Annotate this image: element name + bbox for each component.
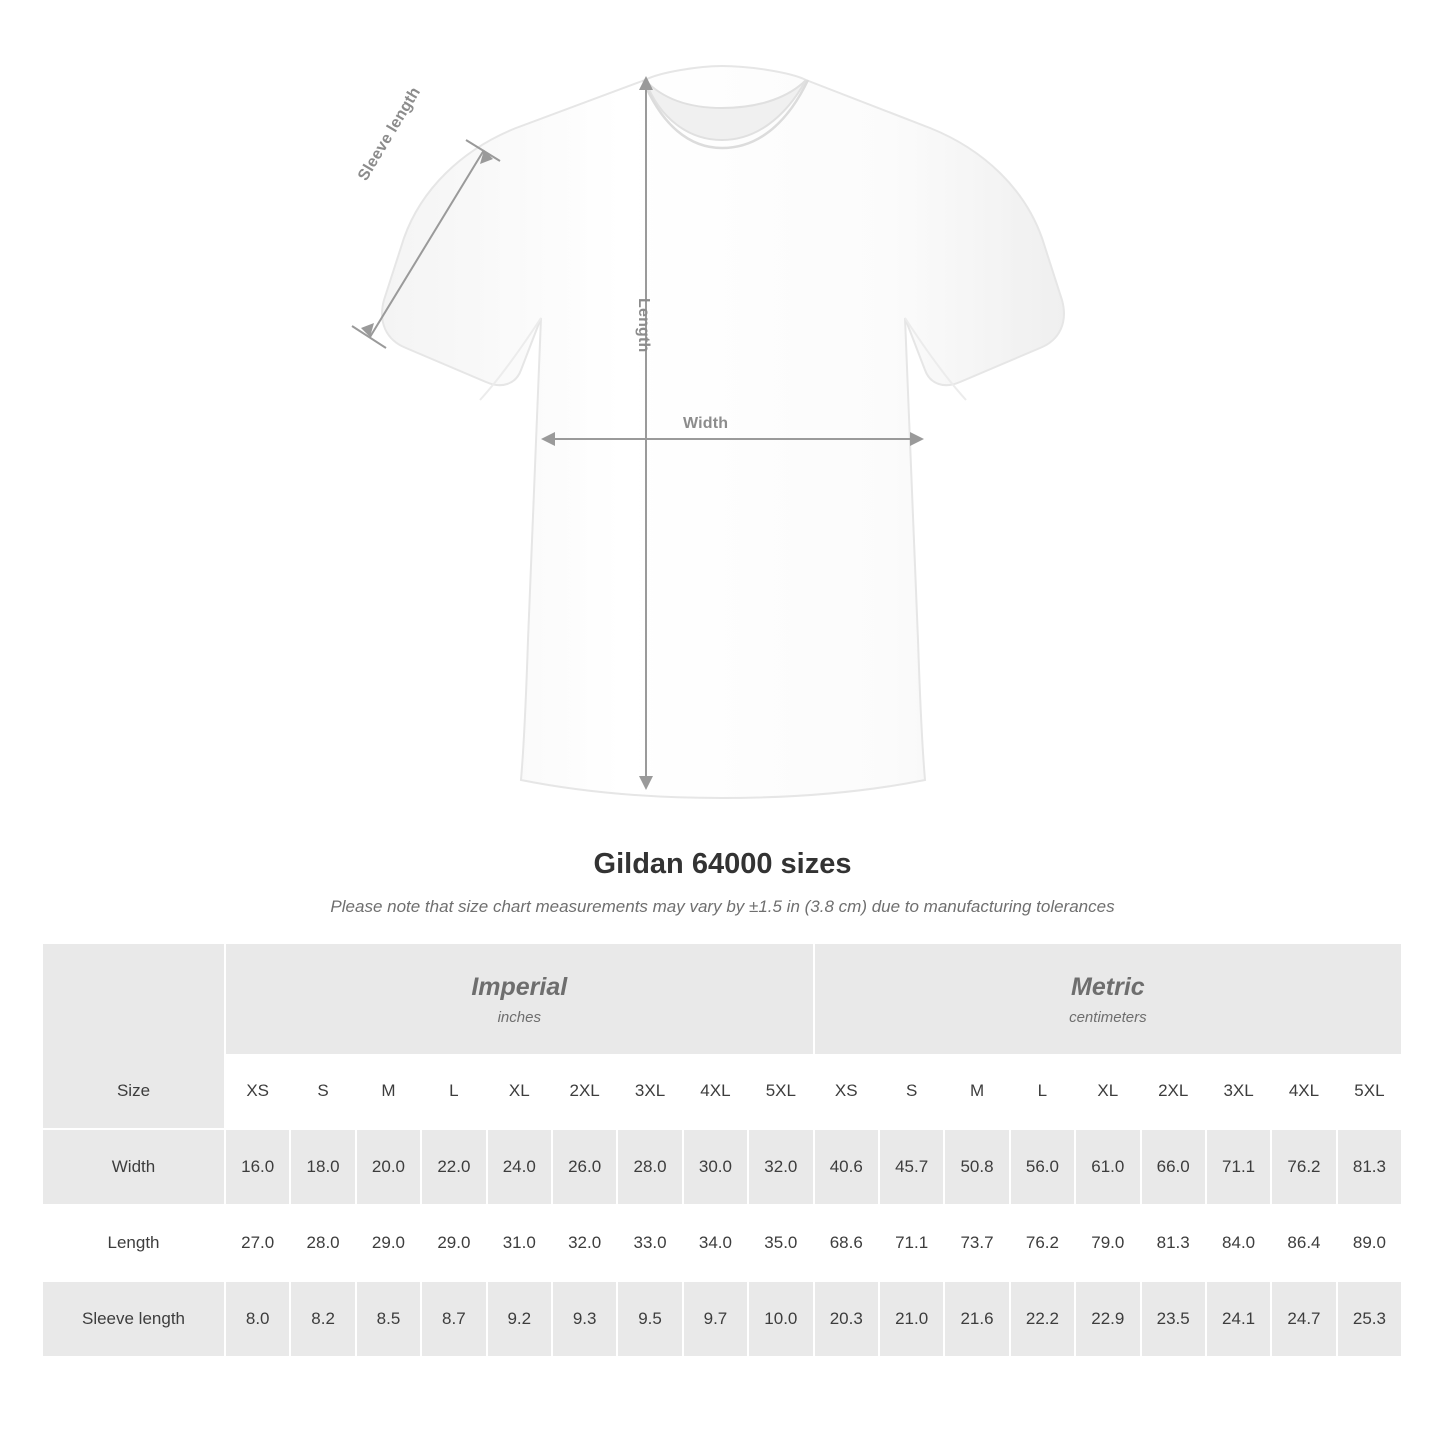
unit-name-imperial: Imperial [471,972,568,1001]
sleeve-9: 20.3 [814,1281,879,1357]
row-label-length: Length [43,1205,225,1281]
unit-header-row [43,944,1402,1054]
size-col-17: 5XL [1337,1054,1403,1129]
sleeve-15: 24.1 [1206,1281,1271,1357]
table-row-length [43,1205,1402,1281]
length-12: 76.2 [1010,1205,1075,1281]
length-6: 33.0 [617,1205,682,1281]
table-row-width [43,1129,1402,1205]
length-11: 73.7 [944,1205,1009,1281]
length-0: 27.0 [225,1205,290,1281]
sleeve-6: 9.5 [617,1281,682,1357]
unit-header-imperial [225,944,814,1054]
length-16: 86.4 [1271,1205,1336,1281]
width-8: 32.0 [748,1129,813,1205]
size-col-8: 5XL [748,1054,813,1129]
length-1: 28.0 [290,1205,355,1281]
width-14: 66.0 [1141,1129,1206,1205]
length-label: Length [635,298,652,353]
width-12: 56.0 [1010,1129,1075,1205]
sleeve-3: 8.7 [421,1281,486,1357]
length-7: 34.0 [683,1205,748,1281]
width-5: 26.0 [552,1129,617,1205]
width-1: 18.0 [290,1129,355,1205]
sleeve-13: 22.9 [1075,1281,1140,1357]
size-col-15: 3XL [1206,1054,1271,1129]
width-9: 40.6 [814,1129,879,1205]
length-13: 79.0 [1075,1205,1140,1281]
size-col-13: XL [1075,1054,1140,1129]
size-col-11: M [944,1054,1009,1129]
width-17: 81.3 [1337,1129,1403,1205]
length-10: 71.1 [879,1205,944,1281]
length-5: 32.0 [552,1205,617,1281]
sleeve-12: 22.2 [1010,1281,1075,1357]
width-7: 30.0 [683,1129,748,1205]
unit-header-metric [814,944,1403,1054]
width-10: 45.7 [879,1129,944,1205]
length-14: 81.3 [1141,1205,1206,1281]
sleeve-14: 23.5 [1141,1281,1206,1357]
row-header-size: Size [43,1054,225,1129]
size-col-4: XL [487,1054,552,1129]
size-chart-table [43,944,1403,1358]
table-row-sleeve-length [43,1281,1402,1357]
tolerance-note: Please note that size chart measurements may vary by ±1.5 in (3.8 cm) due to manufacturing tolerances [330,897,1115,916]
width-6: 28.0 [617,1129,682,1205]
width-0: 16.0 [225,1129,290,1205]
sleeve-5: 9.3 [552,1281,617,1357]
size-col-10: S [879,1054,944,1129]
sleeve-8: 10.0 [748,1281,813,1357]
unit-sub-imperial: inches [497,1009,541,1027]
length-2: 29.0 [356,1205,421,1281]
sleeve-17: 25.3 [1337,1281,1403,1357]
size-col-14: 2XL [1141,1054,1206,1129]
size-col-5: 2XL [552,1054,617,1129]
sleeve-11: 21.6 [944,1281,1009,1357]
width-label: Width [683,415,729,432]
size-col-0: XS [225,1054,290,1129]
size-col-1: S [290,1054,355,1129]
sleeve-16: 24.7 [1271,1281,1336,1357]
size-col-2: M [356,1054,421,1129]
unit-header-spacer [43,944,225,1054]
size-col-6: 3XL [617,1054,682,1129]
row-label-width: Width [43,1129,225,1205]
width-2: 20.0 [356,1129,421,1205]
width-11: 50.8 [944,1129,1009,1205]
sleeve-2: 8.5 [356,1281,421,1357]
length-4: 31.0 [487,1205,552,1281]
width-3: 22.0 [421,1129,486,1205]
length-3: 29.0 [421,1205,486,1281]
width-16: 76.2 [1271,1129,1336,1205]
size-col-9: XS [814,1054,879,1129]
sleeve-7: 9.7 [683,1281,748,1357]
size-header-row [43,1054,1402,1129]
length-9: 68.6 [814,1205,879,1281]
width-4: 24.0 [487,1129,552,1205]
size-col-7: 4XL [683,1054,748,1129]
size-col-12: L [1010,1054,1075,1129]
sleeve-length-label: Sleeve length [355,84,425,184]
size-col-16: 4XL [1271,1054,1336,1129]
unit-name-metric: Metric [1071,972,1145,1001]
length-8: 35.0 [748,1205,813,1281]
width-15: 71.1 [1206,1129,1271,1205]
length-15: 84.0 [1206,1205,1271,1281]
sleeve-10: 21.0 [879,1281,944,1357]
row-label-sleeve-length: Sleeve length [43,1281,225,1357]
sleeve-4: 9.2 [487,1281,552,1357]
length-17: 89.0 [1337,1205,1403,1281]
chart-title-block [0,848,1445,917]
sleeve-0: 8.0 [225,1281,290,1357]
size-col-3: L [421,1054,486,1129]
unit-sub-metric: centimeters [1069,1009,1147,1027]
sleeve-1: 8.2 [290,1281,355,1357]
width-13: 61.0 [1075,1129,1140,1205]
page-title: Gildan 64000 sizes [593,848,852,880]
size-table-wrapper [43,944,1402,1358]
